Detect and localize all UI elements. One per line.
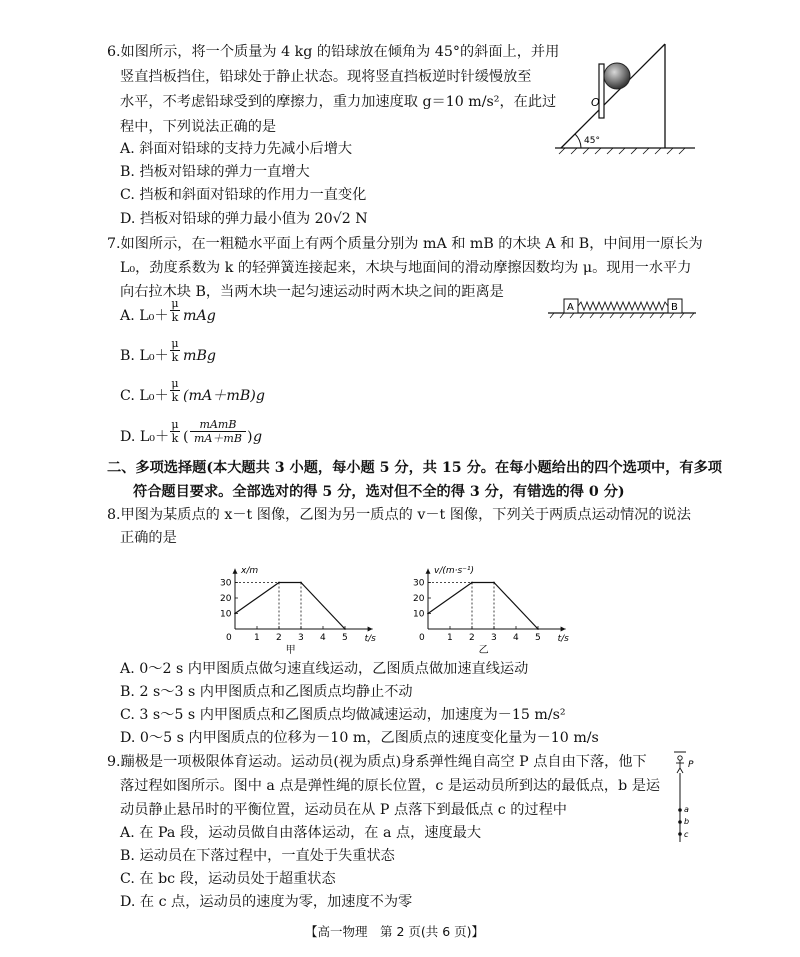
y-tick-label: 20	[220, 594, 232, 604]
x-tick-label: 4	[320, 633, 326, 643]
frac-denominator: k	[171, 311, 179, 324]
vertical-board	[599, 64, 604, 118]
x-tick-label: 1	[254, 633, 260, 643]
q7-option-d-paren-open: (	[183, 429, 189, 445]
y-axis-arrow-icon	[426, 569, 431, 574]
q8-stem-line2: 正确的是	[120, 530, 177, 546]
series-segment	[428, 583, 472, 614]
x-axis-label: t/s	[557, 634, 569, 644]
x-tick-label: 2	[469, 633, 475, 643]
q8-stem-line1: 8.甲图为某质点的 x－t 图像，乙图为另一质点的 v－t 图像，下列关于两质点运动情况的说法	[107, 507, 691, 523]
frac-denominator: k	[171, 432, 179, 445]
series-segment	[235, 583, 279, 614]
data-point	[278, 582, 280, 584]
y-axis-label: x/m	[241, 565, 259, 576]
q7-option-c-prefix: C. L₀＋	[120, 388, 169, 404]
q7-stem-line2: L₀，劲度系数为 k 的轻弹簧连接起来，木块与地面间的滑动摩擦因数均为 μ。现用一水平力	[120, 260, 692, 276]
y-tick-label: 10	[413, 609, 425, 620]
x-tick-label: 5	[342, 633, 348, 643]
frac-numerator: μ	[171, 297, 179, 310]
x-tick-label: 0	[419, 633, 425, 643]
q6-option-d[interactable]: D. 挡板对铅球的弹力最小值为 20√2 N	[120, 211, 368, 227]
q6-stem-line1: 6.如图所示，将一个质量为 4 kg 的铅球放在倾角为 45°的斜面上，并用	[107, 44, 560, 60]
q6-stem-line4: 程中，下列说法正确的是	[120, 119, 277, 135]
point-c-label: c	[684, 830, 689, 839]
q7-stem-line1: 7.如图所示，在一粗糙水平面上有两个质量分别为 mA 和 mB 的木块 A 和 B，中间用一原长为	[107, 236, 703, 252]
page-footer: 【高一物理 第 2 页(共 6 页)】	[305, 924, 485, 939]
q6-option-a[interactable]: A. 斜面对铅球的支持力先减小后增大	[120, 141, 353, 157]
chart-yi	[408, 545, 583, 655]
y-axis-label: v/(m·s⁻¹)	[434, 565, 475, 576]
q7-option-d-fraction	[170, 419, 180, 444]
q7-option-a-prefix: A. L₀＋	[120, 308, 169, 324]
block-a-label: A	[567, 302, 574, 313]
q9-option-a[interactable]: A. 在 Pa 段，运动员做自由落体运动，在 a 点，速度最大	[120, 825, 482, 841]
q7-option-b-suffix: mBg	[183, 348, 216, 364]
y-tick-label: 10	[220, 609, 232, 620]
x-tick-label: 5	[535, 633, 541, 643]
series-segment	[494, 583, 538, 630]
q7-option-d-paren-close: )	[247, 429, 253, 445]
frac-denominator: k	[171, 351, 179, 364]
chart-title: 甲	[285, 645, 296, 655]
q7-option-a-fraction	[170, 298, 180, 323]
data-point	[493, 582, 495, 584]
point-b-label: b	[684, 817, 690, 826]
q9-stem-line3: 动员静止悬吊时的平衡位置，运动员在从 P 点落下到最低点 c 的过程中	[120, 802, 567, 818]
q6-option-b[interactable]: B. 挡板对铅球的弹力一直增大	[120, 164, 310, 180]
q7-option-c-fraction	[170, 378, 180, 403]
data-point	[471, 582, 473, 584]
q7-option-b-fraction	[170, 338, 180, 363]
frac-numerator: μ	[171, 337, 179, 350]
q9-option-c[interactable]: C. 在 bc 段，运动员处于超重状态	[120, 871, 336, 887]
q8-option-b[interactable]: B. 2 s～3 s 内甲图质点和乙图质点均静止不动	[120, 684, 413, 700]
jumper-icon	[678, 756, 682, 760]
q7-option-c-suffix: (mA＋mB)g	[183, 388, 265, 404]
q7-spring-figure	[548, 294, 698, 320]
q7-option-d-inner-fraction	[190, 419, 246, 444]
x-tick-label: 0	[226, 633, 232, 643]
y-tick-label: 30	[413, 578, 425, 589]
section2-heading-line1: 二、多项选择题(本大题共 3 小题，每小题 5 分，共 15 分。在每小题给出的四个选项中，有多项	[107, 460, 722, 476]
section2-heading-line2: 符合题目要求。全部选对的得 5 分，选对但不全的得 3 分，有错选的得 0 分)	[133, 484, 625, 500]
q6-point-label: O	[591, 96, 600, 109]
x-tick-label: 1	[447, 633, 453, 643]
q9-stem-line2: 落过程如图所示。图中 a 点是弹性绳的原长位置，c 是运动员所到达的最低点，b 是运	[120, 778, 661, 794]
q7-stem-line3: 向右拉木块 B，当两木块一起匀速运动时两木块之间的距离是	[120, 284, 504, 300]
x-axis-label: t/s	[364, 634, 376, 644]
data-point	[234, 613, 236, 615]
q8-option-c[interactable]: C. 3 s～5 s 内甲图质点和乙图质点均做减速运动，加速度为－15 m/s²	[120, 707, 566, 723]
spring-icon	[578, 302, 668, 310]
q6-stem-line3: 水平，不考虑铅球受到的摩擦力，重力加速度取 g＝10 m/s²，在此过	[120, 94, 557, 110]
q9-bungee-figure	[668, 748, 708, 848]
x-tick-label: 4	[513, 633, 519, 643]
data-point	[300, 582, 302, 584]
q7-option-d-prefix: D. L₀＋	[120, 429, 170, 445]
x-tick-label: 3	[491, 633, 497, 643]
frac-numerator: μ	[171, 377, 179, 390]
chart-jia	[215, 545, 390, 655]
data-point	[427, 613, 429, 615]
q6-stem-line2: 竖直挡板挡住，铅球处于静止状态。现将竖直挡板逆时针缓慢放至	[120, 69, 532, 85]
x-axis-arrow-icon	[368, 627, 373, 632]
q7-option-d-suffix: g	[253, 429, 263, 445]
q7-option-b-prefix: B. L₀＋	[120, 348, 169, 364]
q7-option-a-suffix: mAg	[183, 308, 216, 324]
q6-option-c[interactable]: C. 挡板和斜面对铅球的作用力一直变化	[120, 187, 367, 203]
block-b-label: B	[671, 302, 678, 313]
series-segment	[301, 583, 345, 630]
y-axis-arrow-icon	[233, 569, 238, 574]
q8-option-d[interactable]: D. 0～5 s 内甲图质点的位移为－10 m，乙图质点的速度变化量为－10 m/s	[120, 730, 599, 746]
x-tick-label: 2	[276, 633, 282, 643]
y-tick-label: 20	[413, 594, 425, 604]
x-axis-arrow-icon	[561, 627, 566, 632]
frac-numerator: μ	[171, 418, 179, 431]
inner-denominator: mA＋mB	[194, 432, 242, 445]
data-point	[537, 628, 539, 630]
chart-title: 乙	[478, 645, 489, 655]
data-point	[344, 628, 346, 630]
point-a-label: a	[684, 805, 689, 814]
q6-incline-figure	[555, 30, 705, 155]
q9-stem-line1: 9.蹦极是一项极限体育运动。运动员(视为质点)身系弹性绳自高空 P 点自由下落，他下	[107, 754, 647, 770]
ball-icon	[604, 63, 630, 89]
q9-option-d[interactable]: D. 在 c 点，运动员的速度为零，加速度不为零	[120, 894, 413, 910]
point-p-label: P	[688, 760, 694, 770]
q6-angle-label: 45°	[584, 136, 600, 146]
q9-option-b[interactable]: B. 运动员在下落过程中，一直处于失重状态	[120, 848, 395, 864]
y-tick-label: 30	[220, 578, 232, 589]
q8-option-a[interactable]: A. 0～2 s 内甲图质点做匀速直线运动，乙图质点做加速直线运动	[120, 661, 529, 677]
x-tick-label: 3	[298, 633, 304, 643]
inner-numerator: mAmB	[199, 418, 237, 431]
frac-denominator: k	[171, 391, 179, 404]
